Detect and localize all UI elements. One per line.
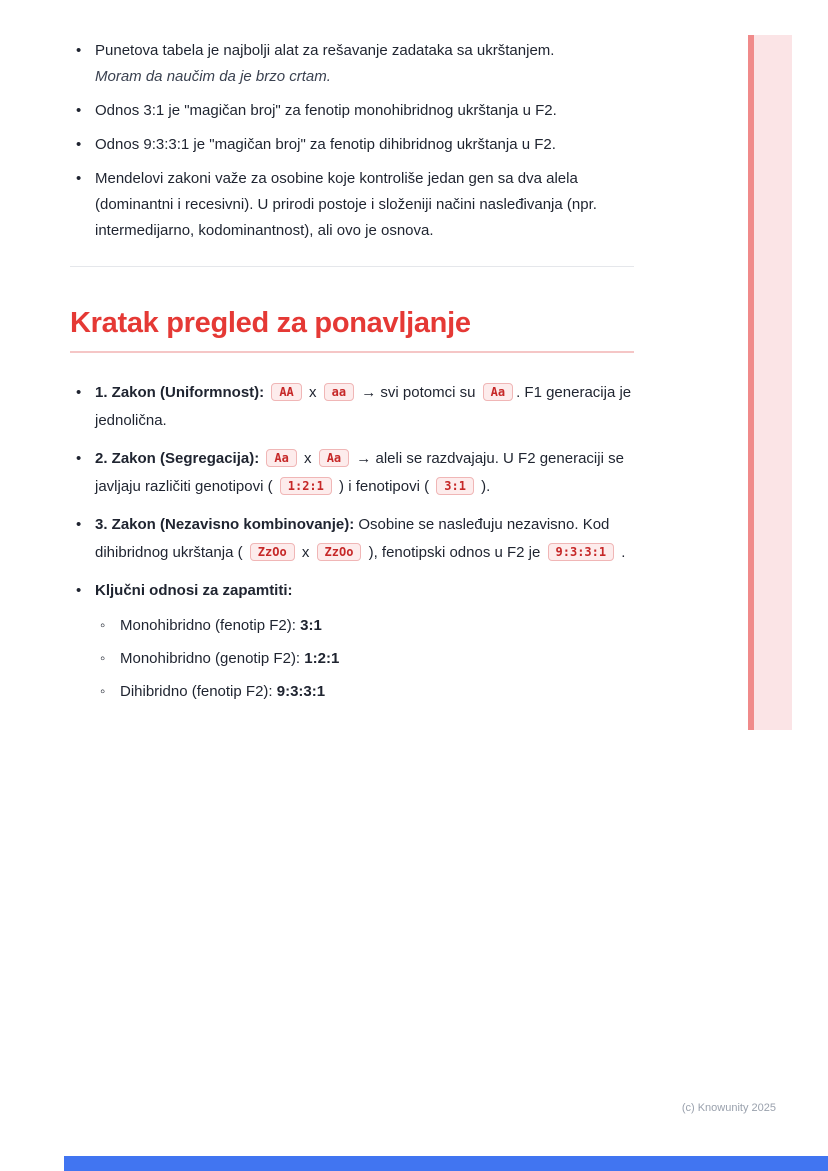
- text-segment: x: [299, 450, 316, 467]
- genotype-chip: aa: [324, 383, 354, 401]
- genotype-chip: ZzOo: [250, 543, 295, 561]
- list-item: [70, 445, 634, 501]
- text-segment: . F1 generacija je jednolična.: [95, 384, 632, 429]
- genotype-chip: 3:1: [436, 477, 474, 495]
- summary-list: [70, 38, 634, 244]
- text-segment: 3. Zakon (Nezavisno kombinovanje):: [95, 516, 359, 533]
- text-segment: 1:2:1: [304, 650, 340, 667]
- genotype-chip: AA: [271, 383, 301, 401]
- document-content: [70, 38, 634, 715]
- text-segment: 2. Zakon (Segregacija):: [95, 450, 264, 467]
- text-segment: Dihibridno (fenotip F2):: [120, 683, 277, 700]
- text-segment: → aleli se razdvajaju. U F2 generaciji se javljaju različiti genotipovi (: [95, 450, 624, 495]
- text-segment: 3:1: [300, 617, 322, 634]
- text-segment: Odnos 3:1 je "magičan broj" za fenotip monohibridnog ukrštanja u F2.: [95, 102, 557, 119]
- text-segment: → svi potomci su: [357, 384, 480, 401]
- list-item: [70, 577, 634, 705]
- list-item: [70, 379, 634, 435]
- genotype-chip: ZzOo: [317, 543, 362, 561]
- list-item: [95, 613, 634, 639]
- text-segment: 9:3:3:1: [276, 683, 326, 700]
- list-item: [70, 511, 634, 567]
- text-segment: .: [617, 544, 626, 561]
- text-segment: Ključni odnosi za zapamtiti:: [95, 582, 293, 599]
- text-segment: ).: [476, 478, 491, 495]
- list-item: [95, 679, 634, 705]
- list-item: [70, 38, 634, 90]
- genotype-chip: Aa: [319, 449, 349, 467]
- text-segment: Osobine se nasleđuju nezavisno. Kod dihibridnog ukrštanja (: [95, 516, 610, 561]
- list-item: [70, 166, 634, 244]
- section-divider: [70, 266, 634, 267]
- list-item: [70, 132, 634, 158]
- text-segment: Odnos 9:3:3:1 je "magičan broj" za fenotip dihibridnog ukrštanja u F2.: [95, 136, 556, 153]
- text-segment: Monohibridno (genotip F2):: [120, 650, 305, 667]
- genotype-chip: 1:2:1: [280, 477, 332, 495]
- page-edge-stripe: [748, 35, 792, 730]
- genotype-chip: 9:3:3:1: [548, 543, 615, 561]
- list-item: [95, 646, 634, 672]
- text-segment: Monohibridno (fenotip F2):: [120, 617, 301, 634]
- genotype-chip: Aa: [266, 449, 296, 467]
- title-underline: [70, 351, 634, 353]
- text-segment: Mendelovi zakoni važe za osobine koje kontroliše jedan gen sa dva alela (dominantni i recesivni). U prirodi postoje i složeniji načini nasleđivanja (npr. intermedijarno, kodominantnost), ali ovo je osnova.: [95, 170, 597, 239]
- text-segment: ) i fenotipovi (: [334, 478, 434, 495]
- key-ratios-sublist: [95, 613, 634, 705]
- text-segment: x: [297, 544, 314, 561]
- bottom-blue-bar: [64, 1156, 828, 1171]
- section-title: Kratak pregled za ponavljanje: [70, 307, 471, 339]
- copyright-note: (c) Knowunity 2025: [681, 1102, 776, 1114]
- list-item: [70, 98, 634, 124]
- italic-note: Moram da naučim da je brzo crtam.: [95, 68, 331, 85]
- text-segment: ), fenotipski odnos u F2 je: [364, 544, 545, 561]
- text-segment: x: [304, 384, 321, 401]
- review-list: [70, 379, 634, 705]
- text-segment: Punetova tabela je najbolji alat za rešavanje zadataka sa ukrštanjem.: [95, 42, 555, 59]
- genotype-chip: Aa: [483, 383, 513, 401]
- text-segment: 1. Zakon (Uniformnost):: [95, 384, 269, 401]
